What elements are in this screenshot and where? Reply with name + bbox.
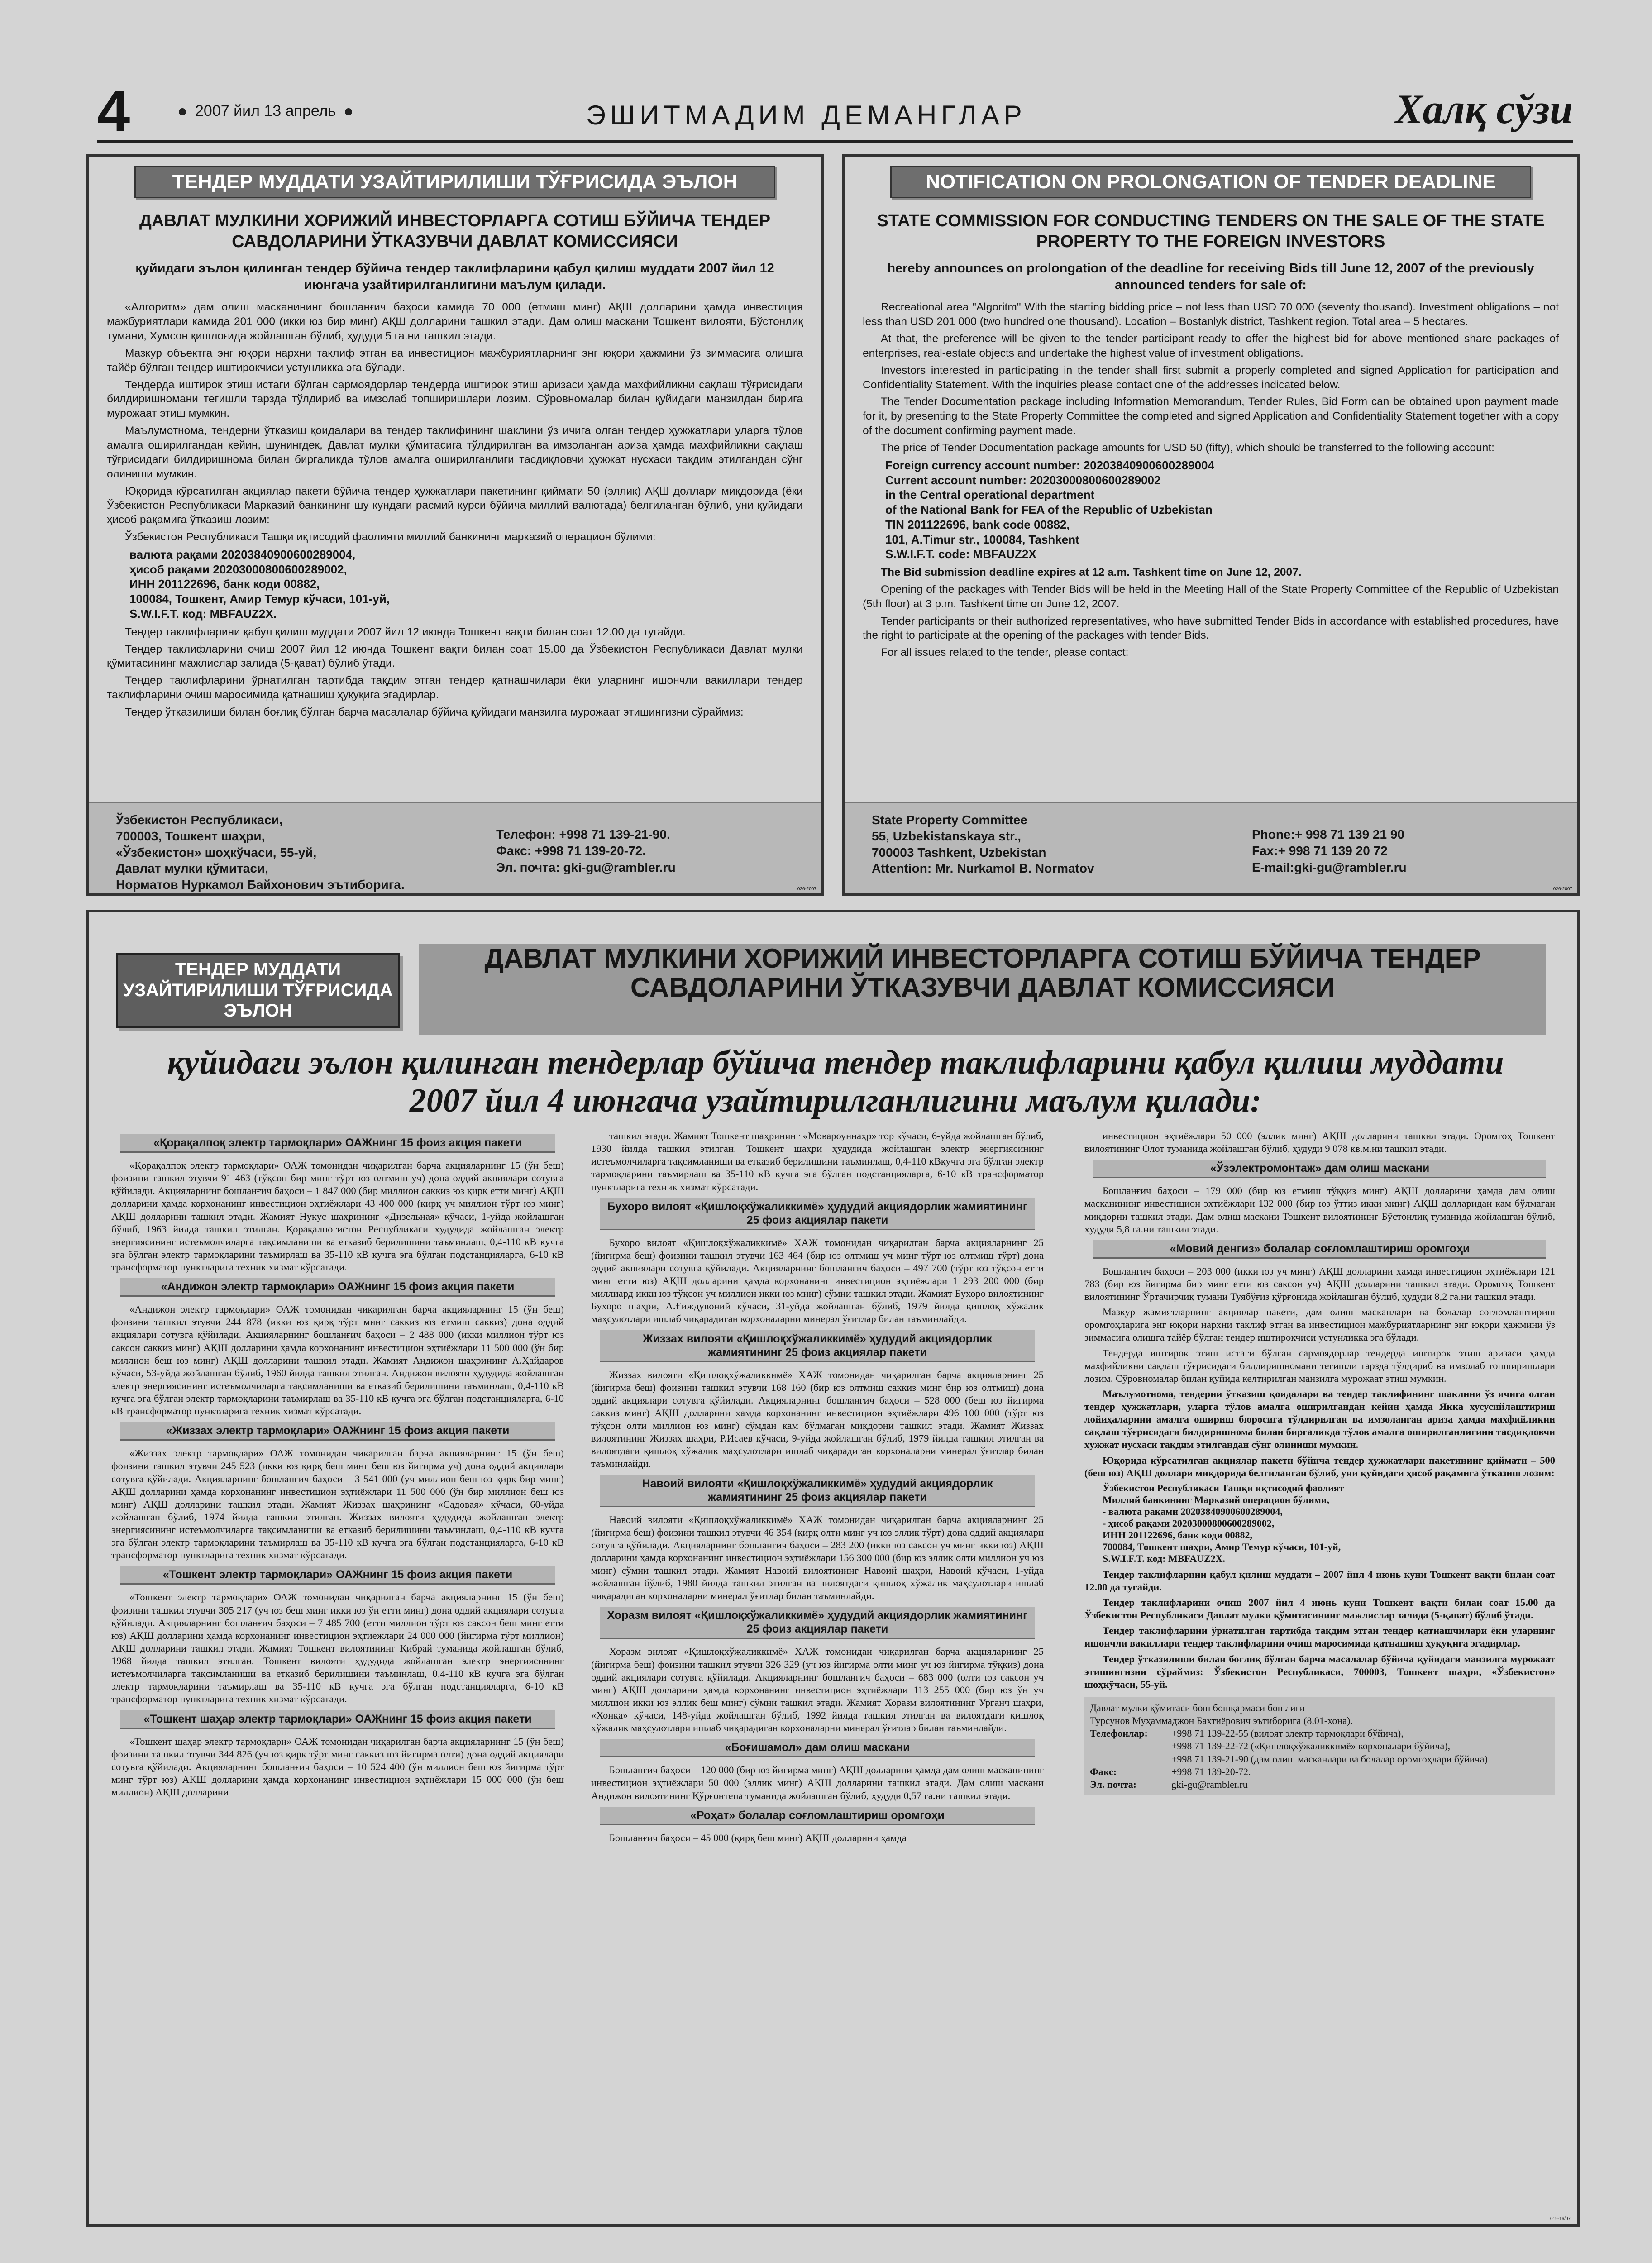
account-line: 700084, Тошкент шаҳри, Амир Темур кўчаси, 101-уй, <box>1103 1541 1341 1552</box>
email-label: Эл. почта: <box>1090 1778 1136 1790</box>
page-number: 4 <box>97 78 130 144</box>
lot-description: Жиззах вилояти «Қишлоқхўжаликкимё» ХАЖ томонидан чиқарилган барча акцияларнинг 25 (йигирма беш) фоизини ташкил этувчи 168 160 (бир юз олтмиш саккиз минг бир юз олтмиш) дона оддий акциялари сотувга қўйилади. Акцияларнинг бошланғич баҳоси – 528 000 (беш юз йигирма саккиз минг) АҚШ долларини ҳамда корхонанинг инвестицион эҳтиёжлари 496 100 000 (тўрт юз тўқсон олти миллион юз минг) сўмдан кам бўлмаган миқдорни ташкил этади. Жамият Жиззах вилоятининг Жиззах шаҳри, Р.Исаев кўчаси, 9-уйда жойлашган бўлиб, 1979 йилда ташкил этилган ва вилоятдаги қишлоқ хўжалик маҳсулотлари ишлаб чиқарадиган корхоналарни минерал ўғитлар билан таъминлайди. <box>591 1369 1044 1470</box>
lot-description: инвестицион эҳтиёжлари 50 000 (эллик минг) АҚШ долларини ташкил этади. Оромгоҳ Тошкент вилоятининг Олот туманида жойлашган бўлиб, ҳудуди 9 078 кв.м.ни ташкил этади. <box>1084 1130 1555 1155</box>
lot-description: Хоразм вилоят «Қишлоқхўжаликкимё» ХАЖ томонидан чиқарилган барча акцияларнинг 25 (йигирма беш) фоизини ташкил этувчи 326 329 (уч юз йигирма олти минг уч юз йигирма тўққиз) дона оддий акциялари сотувга қўйилади. Акцияларнинг бошланғич баҳоси – 683 000 (олти юз саксон уч минг) АҚШ долларини ҳамда корхонанинг инвестицион эҳтиёжлари 113 255 000 (бир юз ўн уч миллион икки юз эллик беш минг) сўмни ташкил этади. Жамият Хоразм вилоятининг Урганч шаҳри, «Хонқа» кўчаси, 148-уйда жойлашган бўлиб, 1992 йилда ташкил этилган ва вилоятдаги қишлоқ хўжалик маҳсулотлари ишлаб чиқарадиган корхоналарни минерал ўғитлар билан таъминлайди. <box>591 1646 1044 1734</box>
bullet-icon <box>179 108 186 115</box>
contact-footer <box>1084 1697 1555 1795</box>
address-line: 55, Uzbekistanskaya str., <box>872 829 1021 843</box>
postal-address <box>116 812 405 893</box>
column-1 <box>111 1130 564 1801</box>
notice-banner: NOTIFICATION ON PROLONGATION OF TENDER DEADLINE <box>890 166 1531 198</box>
lot-description: «Андижон электр тармоқлари» ОАЖ томонидан чиқарилган барча акцияларнинг 15 (ўн беш) фоизини ташкил этувчи 244 878 (икки юз қирқ тўрт минг саккиз юз етмиш саккиз) дона оддий акциялари сотувга қўйилади. Акцияларнинг бошланғич баҳоси – 2 488 000 (икки миллион тўрт юз саксон саккиз минг) АҚШ долларини ҳамда корхонанинг инвестицион эҳтиёжлари 11 500 000 (ўн бир миллион беш юз минг) АҚШ долларини ташкил этади. Жамият Андижон шаҳрининг А.Ҳайдаров кўчаси, 53-уйда жойлашган бўлиб, 1960 йилда ташкил этилган. Андижон вилояти ҳудудида жойлашган электр энергиясининг истеъмолчиларга тақсимланиши ва етказиб берилишини таъминлаш, 0,4-110 кВ кучга эга бўлган электр тармоқларини таъмирлаш ва 35-110 кВ кучга эга бўлган подстанцияларга, 6-10 кВ трансформатор пунктларига техник хизмат кўрсатади. <box>111 1303 564 1417</box>
lot-heading: «Жиззах электр тармоқлари» ОАЖнинг 15 фоиз акция пакети <box>120 1422 555 1441</box>
notice-heading: STATE COMMISSION FOR CONDUCTING TENDERS ON THE SALE OF THE STATE PROPERTY TO THE FOREIGN INVESTORS <box>877 211 1545 251</box>
contact-line: Турсунов Муҳаммаджон Бахтиёрович эътиборига (8.01-хона). <box>1090 1715 1353 1727</box>
lot-heading: «Мовий денгиз» болалар соғломлаштириш оромгоҳи <box>1093 1240 1546 1259</box>
account-line: Current account number: 20203000800600289002 <box>885 473 1161 487</box>
lot-heading: «Боғишамол» дам олиш маскани <box>600 1739 1035 1757</box>
paragraph: Тендерда иштирок этиш истаги бўлган сармоядорлар тендерда иштирок этиш аризаси ҳамда махфийликни сақлаш тўғрисидаги билдиришномани тегишли тарзда тўлдириб ва имзолаб топширишлари лозим. Сўровномалар билан қуйидаги манзилдан бирига мурожаат этиш мумкин. <box>107 378 803 420</box>
paragraph: Investors interested in participating in the tender shall first submit a properly completed and signed Application for participation and Confidentiality Statement. With the inquiries please contact one of the addresses indicated below. <box>863 364 1559 391</box>
bank-account <box>129 547 803 621</box>
paragraph: Мазкур жамиятларнинг акциялар пакети, дам олиш масканлари ва болалар соғломлаштириш оромгоҳларига энг юқори нархни таклиф этган ва инвестицион мажбуриятларнинг энг юқори ҳажмини ўз зиммасига олишга тайёр бўлган тендер иштирокчиси устунликка эга бўлади. <box>1084 1306 1555 1343</box>
paragraph: Тендер таклифларини ўрнатилган тартибда тақдим этган тендер қатнашчилари ёки уларнинг ишончли вакиллари тендер таклифларини очиш маросимида қатнашиш ҳуқуқига эгадирлар. <box>107 674 803 702</box>
lot-description: Бошланғич баҳоси – 179 000 (бир юз етмиш тўққиз минг) АҚШ долларини ҳамда дам олиш масканининг инвестицион эҳтиёжлари 132 000 (бир юз ўттиз икки минг) АҚШ долларидан кам бўлмаган миқдорни ташкил этади. Дам олиш маскани Тошкент вилоятининг Бўстонлиқ туманида жойлашган бўлиб, ҳудуди 5,8 га.ни ташкил этади. <box>1084 1185 1555 1235</box>
ad-code: 026-2007 <box>797 887 816 892</box>
contact-details <box>1252 826 1407 876</box>
account-line: Миллий банкининг Марказий операцион бўлими, <box>1103 1494 1329 1505</box>
lot-description: «Тошкент электр тармоқлари» ОАЖ томонидан чиқарилган барча акцияларнинг 15 (ўн беш) фоизини ташкил этувчи 305 217 (уч юз беш минг икки юз ўн етти минг) дона оддий акциялари сотувга қўйилади. Акцияларнинг бошланғич баҳоси – 7 485 700 (етти миллион тўрт юз саксон беш минг етти юз) АҚШ долларини ҳамда корхонанинг инвестицион эҳтиёжлари 24 000 000 (йигирма тўрт миллион) АҚШ долларини ташкил этади. Жамият Тошкент вилоятининг Қибрай туманида жойлашган бўлиб, 1968 йилда ташкил этилган. Тошкент вилояти ҳудудида жойлашган электр энергиясининг истеъмолчиларга тақсимланиши ва етказиб берилишини таъминлаш, 0,4-110 кВ кучга эга бўлган электр тармоқларини таъмирлаш ва 35-110 кВ кучга эга бўлган подстанцияларга, 6-10 кВ трансформатор пунктларига техник хизмат кўрсатади. <box>111 1591 564 1705</box>
ad-code: 026-2007 <box>1553 887 1572 892</box>
fax-row <box>1090 1766 1550 1778</box>
phones-label: Телефонлар: <box>1090 1728 1148 1739</box>
account-line: Ўзбекистон Республикаси Ташқи иқтисодий фаолият <box>1103 1482 1344 1494</box>
paragraph: At that, the preference will be given to the tender participant ready to offer the highest bid for above mentioned share packages of enterprises, real-estate objects and undertake the highest value of investment obligations. <box>863 333 1559 359</box>
lot-heading: Бухоро вилоят «Қишлоқхўжаликкимё» ҳудудий акциядорлик жамиятининг 25 фоиз акциялар пакети <box>600 1198 1035 1230</box>
lot-description: «Қорақалпоқ электр тармоқлари» ОАЖ томонидан чиқарилган барча акцияларнинг 15 (ўн беш) фоизини ташкил этувчи 91 463 (тўқсон бир минг тўрт юз олтмиш уч) дона оддий акциялари сотувга қўйилади. Акцияларнинг бошланғич баҳоси – 1 847 000 (бир миллион саккиз юз қирқ етти минг) АҚШ долларини ҳамда корхонанинг инвестицион эҳтиёжлари 43 400 000 (қирқ уч миллион тўрт юз минг) АҚШ долларини ташкил этади. Жамият Нукус шаҳрининг «Дизельная» кўчаси, 1-уйда жойлашган бўлиб, 1963 йилда ташкил этилган. Қорақалпоғистон Республикаси ҳудудида жойлашган электр энергиясининг истеъмолчиларга тақсимланиши ва етказиб берилишини таъминлаш, 0,4-110 кВ кучга эга бўлган электр тармоқларини таъмирлаш ва 35-110 кВ кучга эга бўлган подстанцияларга, 6-10 кВ трансформатор пунктларига техник хизмат кўрсатади. <box>111 1160 564 1273</box>
paragraph: Юқорида кўрсатилган акциялар пакети бўйича тендер ҳужжатлари пакетининг қиймати – 500 (беш юз) АҚШ доллари миқдорида белгиланган бўлиб, уни қуйидаги ҳисоб рақамига ўтказиш лозим: <box>1084 1454 1555 1479</box>
paragraph: «Алгоритм» дам олиш масканининг бошланғич баҳоси камида 70 000 (етмиш минг) АҚШ долларини ҳамда инвестиция мажбуриятлари камида 201 000 (икки юз бир минг) АҚШ долларини ташкил этади. Дам олиш маскани Тошкент вилояти, Бўстонлиқ тумани, Хумсон қишлоғида жойлашган бўлиб, ҳудуди 5 га.ни ташкил этади. <box>107 301 803 343</box>
address-line: Норматов Нуркамол Байхонович эътиборига. <box>116 878 405 892</box>
paragraph: Ўзбекистон Республикаси Ташқи иқтисодий фаолияти миллий банкининг марказий операцион бўлими: <box>125 531 656 544</box>
paragraph: Тендер таклифларини қабул қилиш муддати – 2007 йил 4 июнь куни Тошкент вақти билан соат 12.00 да тугайди. <box>1084 1568 1555 1593</box>
bullet-icon <box>345 108 352 115</box>
fax: Факс: +998 71 139-20-72. <box>496 844 646 858</box>
paragraph: For all issues related to the tender, please contact: <box>881 646 1129 659</box>
phone: +998 71 139-22-55 (вилоят электр тармоқлари бўйича), <box>1171 1728 1404 1739</box>
account-line: валюта рақами 20203840900600289004, <box>129 547 356 561</box>
deadline-note: The Bid submission deadline expires at 12 a.m. Tashkent time on June 12, 2007. <box>881 566 1302 579</box>
masthead <box>97 78 1573 144</box>
notice-body <box>107 300 803 719</box>
address-line: Ўзбекистон Республикаси, <box>116 813 283 827</box>
notice-body <box>863 300 1559 660</box>
address-line: Давлат мулки қўмитаси, <box>116 861 268 876</box>
lot-description: «Тошкент шаҳар электр тармоқлари» ОАЖ томонидан чиқарилган барча акцияларнинг 15 (ўн беш) фоизини ташкил этувчи 344 826 (уч юз қирқ тўрт минг саккиз юз йигирма олти) дона оддий акциялари сотувга қўйилади. Акцияларнинг бошланғич баҳоси – 10 524 400 (ўн миллион беш юз йигирма тўрт минг тўрт юз) АҚШ долларини ҳамда корхонанинг инвестицион эҳтиёжлари 15 000 000 (ўн беш миллион) АҚШ долларини <box>111 1735 564 1798</box>
phone: +998 71 139-22-72 («Қишлоқхўжаликкимё» корхоналари бўйича), <box>1171 1740 1451 1752</box>
paragraph: Тендер таклифларини очиш 2007 йил 12 июнда Тошкент вақти билан соат 15.00 да Ўзбекистон Республикаси Давлат мулки қўмитасининг мажлислар залида (5-қават) бўлиб ўтади. <box>107 643 803 670</box>
account-line: 101, A.Timur str., 100084, Tashkent <box>885 532 1079 546</box>
lot-description: Бошланғич баҳоси – 203 000 (икки юз уч минг) АҚШ долларини ҳамда инвестицион эҳтиёжлари 121 783 (бир юз йигирма бир минг етти юз саксон уч) АҚШ долларини ташкил этади. Оромгоҳ Тошкент вилоятининг Ўртачирчиқ тумани Туябўғиз қўрғонида жойлашган бўлиб, ҳудуди 8,2 га.ни ташкил этади. <box>1084 1265 1555 1302</box>
fax: Fax:+ 998 71 139 20 72 <box>1252 844 1388 858</box>
paragraph: Tender participants or their authorized representatives, who have submitted Tender Bids in accordance with established procedures, have the right to participate at the opening of the packages with tender Bids. <box>863 615 1559 642</box>
email[interactable]: Эл. почта: gki-gu@rambler.ru <box>496 860 676 874</box>
paragraph: Маълумотнома, тендерни ўтказиш қоидалари ва тендер таклифининг шаклини ўз ичига олган тендер ҳужжатлари, уларга тўлов амалга оширилгандан кейин ҳамда Якка хусусийлаштириш лойиҳаларини амалга ошириш бюросига тўлдирилган ва имзоланган ариза ҳамда махфийликни сақлаш тўғрисидаги билдиришнома билан биргаликда тўлов амалга оширилганлигини тасдиқловчи ҳужжат нусхаси тақдим этилгандан сўнг олиниши мумкин. <box>1084 1388 1555 1451</box>
account-line: Foreign currency account number: 20203840900600289004 <box>885 458 1214 472</box>
uzbek-tender-notice <box>86 154 824 896</box>
ad-code: 019-16/07 <box>1550 2216 1571 2221</box>
paragraph: Тендер ўтказилиши билан боғлиқ бўлган барча масалалар бўйича қуйидаги манзилга мурожаат этишингизни сўраймиз: <box>125 706 744 718</box>
email-row <box>1090 1778 1550 1791</box>
paragraph: The Tender Documentation package including Information Memorandum, Tender Rules, Bid Form can be obtained upon payment made for it, by presenting to the State Property Committee the completed and signed Application and Confidentiality Statement together with a copy of the document confirming payment made. <box>863 396 1559 437</box>
paragraph: Юқорида кўрсатилган ақциялар пакети бўйича тендер ҳужжатлари пакетининг қиймати 50 (эллик) АҚШ доллари миқдорида (ёки Ўзбекистон Республикаси Марказий банкининг шу кундаги расмий курси бўйича миллий валютада) белгиланган бўлиб, уни қуйидаги ҳисоб рақамига ўтказиш лозим: <box>107 485 803 526</box>
notice-subheading: hereby announces on prolongation of the deadline for receiving Bids till June 12, 2007 of the previously announced tenders for sale of: <box>887 261 1534 293</box>
lot-description: Бошланғич баҳоси – 45 000 (қирқ беш минг) АҚШ долларини ҳамда <box>609 1832 907 1843</box>
paragraph: Тендер ўтказилиши билан боғлиқ бўлган барча масалалар бўйича қуйидаги манзилга мурожаат этишингизни сўраймиз: Ўзбекистон Республикаси, 700003, Тошкент шаҳри, «Ўзбекистон» шоҳкўчаси, 55-уй. <box>1084 1653 1555 1690</box>
contact-details <box>496 826 676 876</box>
notice-subtitle: қуйидаги эълон қилинган тендерлар бўйича тендер таклифларини қабул қилиш муддати 2007 йил 4 июнгача узайтирилганлигини маълум қилади: <box>167 1044 1504 1120</box>
account-line: - валюта рақами 20203840900600289004, <box>1103 1505 1283 1517</box>
paragraph: Тендер таклифларини очиш 2007 йил 4 июнь куни Тошкент вақти билан соат 15.00 да Ўзбекистон Республикаси Давлат мулки қўмитасининг мажлислар залида (5-қават) бўлиб ўтади. <box>1084 1597 1555 1621</box>
account-line: 100084, Тошкент, Амир Темур кўчаси, 101-уй, <box>129 592 390 606</box>
lot-heading: «Тошкент шаҳар электр тармоқлари» ОАЖнинг 15 фоиз акция пакети <box>120 1710 555 1729</box>
bank-account <box>1103 1482 1555 1565</box>
notice-badge: ТЕНДЕР МУДДАТИ УЗАЙТИРИЛИШИ ТЎҒРИСИДА ЭЪЛОН <box>116 953 400 1028</box>
english-tender-notice <box>842 154 1580 896</box>
address-line: «Ўзбекистон» шоҳкўчаси, 55-уй, <box>116 845 317 859</box>
column-2 <box>591 1130 1044 1847</box>
phones-row <box>1090 1727 1550 1765</box>
tender-list-notice <box>86 910 1580 2227</box>
notice-title: ДАВЛАТ МУЛКИНИ ХОРИЖИЙ ИНВЕСТОРЛАРГА СОТИШ БЎЙИЧА ТЕНДЕР САВДОЛАРИНИ ЎТКАЗУВЧИ ДАВЛАТ КОМИССИЯСИ <box>484 943 1481 1003</box>
paragraph: Recreational area "Algoritm" With the starting bidding price – not less than USD 70 000 (seventy thousand). Investment obligations – not less than USD 201 000 (two hundred one thousand). Location – Bostanlyk district, Tashkent region. Total area – 5 hectares. <box>863 301 1559 328</box>
account-line: of the National Bank for FEA of the Republic of Uzbekistan <box>885 503 1213 517</box>
phones-list <box>1171 1727 1488 1765</box>
section-title: ЭШИТМАДИМ ДЕМАНГЛАР <box>586 100 1027 130</box>
issue-date <box>170 102 361 120</box>
contact-footer <box>89 802 821 893</box>
email[interactable]: gki-gu@rambler.ru <box>1171 1778 1248 1790</box>
newspaper-name: Халқ сўзи <box>1395 86 1573 132</box>
paragraph: Маълумотнома, тендерни ўтказиш қоидалари ва тендер таклифининг шаклини ўз ичига олган тендер ҳужжатлари уларга тўлов амалга оширилгандан кейин, шунингдек, Давлат мулки қўмитасига тўлдирилган ва имзоланган ариза ҳамда махфийликни сақлаш тўғрисидаги билдиришнома билан биргаликда тўлов амалга оширилганлиги тасдиқловчи ҳужжат нусхаси тақдим этилгандан сўнг олиниши мумкин. <box>107 425 803 480</box>
lot-heading: «Роҳат» болалар соғломлаштириш оромгоҳи <box>600 1807 1035 1825</box>
account-line: ИНН 201122696, банк коди 00882, <box>129 577 320 591</box>
paragraph: Мазкур объектга энг юқори нархни таклиф этган ва инвестицион мажбуриятларнинг энг юқори ҳажмини ўз зиммасига олишга тайёр бўлган тендер иштирокчиси устунликка эга бўлади. <box>107 347 803 374</box>
lot-description: ташкил этади. Жамият Тошкент шаҳрининг «Мовароуннаҳр» тор кўчаси, 6-уйда жойлашган бўлиб, 1930 йилда ташкил этилган. Тошкент шаҳри ҳудудида жойлашган электр энергиясининг истеъмолчиларга тақсимланиши ва етказиб берилишини таъминлаш, 0,4-110 кВкучга эга бўлган электр тармоқларини таъмирлаш ва 35-110 кВ кучга эга бўлган подстанцияларга, 6-10 кВ трансформатор пунктларига техник хизмат кўрсатади. <box>591 1130 1044 1193</box>
phone: Телефон: +998 71 139-21-90. <box>496 827 670 841</box>
account-line: in the Central operational department <box>885 488 1095 502</box>
lot-heading: Навоий вилояти «Қишлоқхўжаликкимё» ҳудудий акциядорлик жамиятининг 25 фоиз акциялар пакети <box>600 1475 1035 1507</box>
lot-description: Бухоро вилоят «Қишлоқхўжаликкимё» ХАЖ томонидан чиқарилган барча акцияларнинг 25 (йигирма беш) фоизини ташкил этувчи 163 464 (бир юз олтмиш уч минг тўрт юз олтмиш тўрт) дона оддий акциялари сотувга қўйилади. Акцияларнинг бошланғич баҳоси – 497 700 (тўрт юз тўқсон етти минг етти юз) АҚШ долларини ҳамда корхонанинг инвестицион эҳтиёжлари 1 293 200 000 (бир миллиард икки юз тўқсон уч миллион икки юз минг) сўмни ташкил этади. Жамият Бухоро вилоятининг Бухоро шаҳри, А.Ғиждувоний кўчаси, 31-уйда жойлашган бўлиб, 1979 йилда қишлоқ хўжалик маҳсулотлари ишлаб чиқарадиган корхоналарни минерал ўғитлар билан таъминлайди. <box>591 1237 1044 1325</box>
paragraph: The price of Tender Documentation package amounts for USD 50 (fifty), which should be transferred to the following account: <box>881 442 1494 454</box>
issue-date-text: 2007 йил 13 апрель <box>195 102 336 119</box>
account-line: ИНН 201122696, банк коди 00882, <box>1103 1529 1253 1541</box>
notice-banner: ТЕНДЕР МУДДАТИ УЗАЙТИРИЛИШИ ТЎҒРИСИДА ЭЪЛОН <box>134 166 775 198</box>
email[interactable]: E-mail:gki-gu@rambler.ru <box>1252 860 1407 874</box>
postal-address <box>872 812 1094 877</box>
paragraph: Opening of the packages with Tender Bids will be held in the Meeting Hall of the State Property Committee of the Republic of Uzbekistan (5th floor) at 3 p.m. Tashkent time on June 12, 2007. <box>863 583 1559 610</box>
lot-heading: Жиззах вилояти «Қишлоқхўжаликкимё» ҳудудий акциядорлик жамиятининг 25 фоиз акциялар пакети <box>600 1330 1035 1362</box>
contact-line: Давлат мулки қўмитаси бош бошқармаси бошлиғи <box>1090 1702 1305 1714</box>
account-line: S.W.I.F.T. code: MBFAUZ2X <box>885 547 1036 561</box>
address-line: State Property Committee <box>872 813 1027 827</box>
bank-account <box>885 458 1559 562</box>
notice-heading: ДАВЛАТ МУЛКИНИ ХОРИЖИЙ ИНВЕСТОРЛАРГА СОТИШ БЎЙИЧА ТЕНДЕР САВДОЛАРИНИ ЎТКАЗУВЧИ ДАВЛАТ КОМИССИЯСИ <box>139 211 771 251</box>
address-line: 700003 Tashkent, Uzbekistan <box>872 845 1046 859</box>
lot-description: Навоий вилояти «Қишлоқхўжаликкимё» ХАЖ томонидан чиқарилган барча акцияларнинг 25 (йигирма беш) фоизини ташкил этувчи 46 354 (қирқ олти минг уч юз эллик тўрт) дона оддий акциялари сотувга қўйилади. Акцияларнинг бошланғич баҳоси – 283 200 (икки юз саксон уч минг икки юз) АҚШ долларини ҳамда корхонанинг инвестицион эҳтиёжлари 156 300 000 (бир юз эллик олти миллион уч юз минг) сўмни ташкил этади. Жамият Навоий вилоятининг Навоий шаҳри, Навоий кўчаси, 1-уйда жойлашган бўлиб, 1980 йилда ташкил этилган ва вилоятдаги қишлоқ хўжалик маҳсулотлари ишлаб чиқарадиган корхоналарни минерал ўғитлар билан таъминлайди. <box>591 1513 1044 1602</box>
paragraph: Тендер таклифларини қабул қилиш муддати 2007 йил 12 июнда Тошкент вақти билан соат 12.00 да тугайди. <box>125 625 686 638</box>
account-line: S.W.I.F.T. код: MBFAUZ2X. <box>129 606 277 621</box>
column-3 <box>1084 1130 1555 1795</box>
lot-heading: «Тошкент электр тармоқлари» ОАЖнинг 15 фоиз акция пакети <box>120 1566 555 1585</box>
address-line: Attention: Mr. Nurkamol B. Normatov <box>872 861 1094 876</box>
column-3-items <box>1084 1130 1555 1303</box>
phone: Phone:+ 998 71 139 21 90 <box>1252 827 1404 841</box>
lot-heading: Хоразм вилоят «Қишлоқхўжаликкимё» ҳудудий акциядорлик жамиятининг 25 фоиз акциялар пакети <box>600 1607 1035 1639</box>
account-line: S.W.I.F.T. код: MBFAUZ2X. <box>1103 1552 1226 1564</box>
account-line: - ҳисоб рақами 20203000800600289002, <box>1103 1517 1275 1529</box>
lot-heading: «Қорақалпоқ электр тармоқлари» ОАЖнинг 15 фоиз акция пакети <box>120 1134 555 1153</box>
paragraph: Тендер таклифларини ўрнатилган тартибда тақдим этган тендер қатнашчилари ёки уларнинг ишончли вакиллари тендер таклифларини очиш маросимида қатнашиш ҳуқуқига эгадирлар. <box>1084 1625 1555 1649</box>
fax: +998 71 139-20-72. <box>1171 1766 1251 1777</box>
lot-heading: «Ўзэлектромонтаж» дам олиш маскани <box>1093 1160 1546 1178</box>
fax-label: Факс: <box>1090 1766 1117 1777</box>
phone: +998 71 139-21-90 (дам олиш масканлари ва болалар оромгоҳлари бўйича) <box>1171 1753 1488 1765</box>
lot-heading: «Андижон электр тармоқлари» ОАЖнинг 15 фоиз акция пакети <box>120 1278 555 1297</box>
contact-footer <box>845 802 1577 893</box>
lot-description: «Жиззах электр тармоқлари» ОАЖ томонидан чиқарилган барча акцияларнинг 15 (ўн беш) фоизини ташкил этувчи 245 523 (икки юз қирқ беш минг беш юз йигирма уч) дона оддий акциялари сотувга қўйилади. Акцияларнинг бошланғич баҳоси – 3 541 000 (уч миллион беш юз қирқ бир минг) АҚШ долларини ҳамда корхонанинг инвестицион эҳтиёжлари 11 500 000 (ўн бир миллион беш юз минг) АҚШ долларини ташкил этади. Жамият Жиззах шаҳрининг «Садовая» кўчаси, 60-уйда жойлашган бўлиб, 1974 йилда ташкил этилган. Жиззах вилояти ҳудудида жойлашган электр энергиясининг истеъмолчиларга тақсимланиши ва етказиб берилишини таъминлаш, 0,4-110 кВ кучга эга бўлган электр тармоқларини таъмирлаш ва 35-110 кВ кучга эга бўлган подстанцияларга, 6-10 кВ трансформатор пунктларига техник хизмат кўрсатади. <box>111 1447 564 1561</box>
account-line: ҳисоб рақами 20203000800600289002, <box>129 562 347 576</box>
paragraph: Тендерда иштирок этиш истаги бўлган сармоядорлар тендерда иштирок этиш аризаси ҳамда махфийликни сақлаш тўғрисидаги билдиришномани тегишли тарзда тўлдириб ва имзолаб топширишлари лозим. Сўровномалар билан қуйида келтирилган манзилга мурожаат этиш мумкин. <box>1084 1347 1555 1384</box>
lot-description: Бошланғич баҳоси – 120 000 (бир юз йигирма минг) АҚШ долларини ҳамда дам олиш масканининг инвестицион эҳтиёжлари 50 000 (эллик минг) АҚШ долларини ташкил этади. Дам олиш маскани Андижон вилоятининг Қўрғонтепа туманида жойлашган бўлиб, ҳудуди 0,57 га.ни ташкил этади. <box>591 1764 1044 1801</box>
notice-subheading: қуйидаги эълон қилинган тендер бўйича тендер таклифларини қабул қилиш муддати 2007 йил 12 июнгача узайтирилганлигини маълум қилади. <box>135 261 774 293</box>
account-line: TIN 201122696, bank code 00882, <box>885 517 1070 531</box>
address-line: 700003, Тошкент шаҳри, <box>116 829 265 843</box>
